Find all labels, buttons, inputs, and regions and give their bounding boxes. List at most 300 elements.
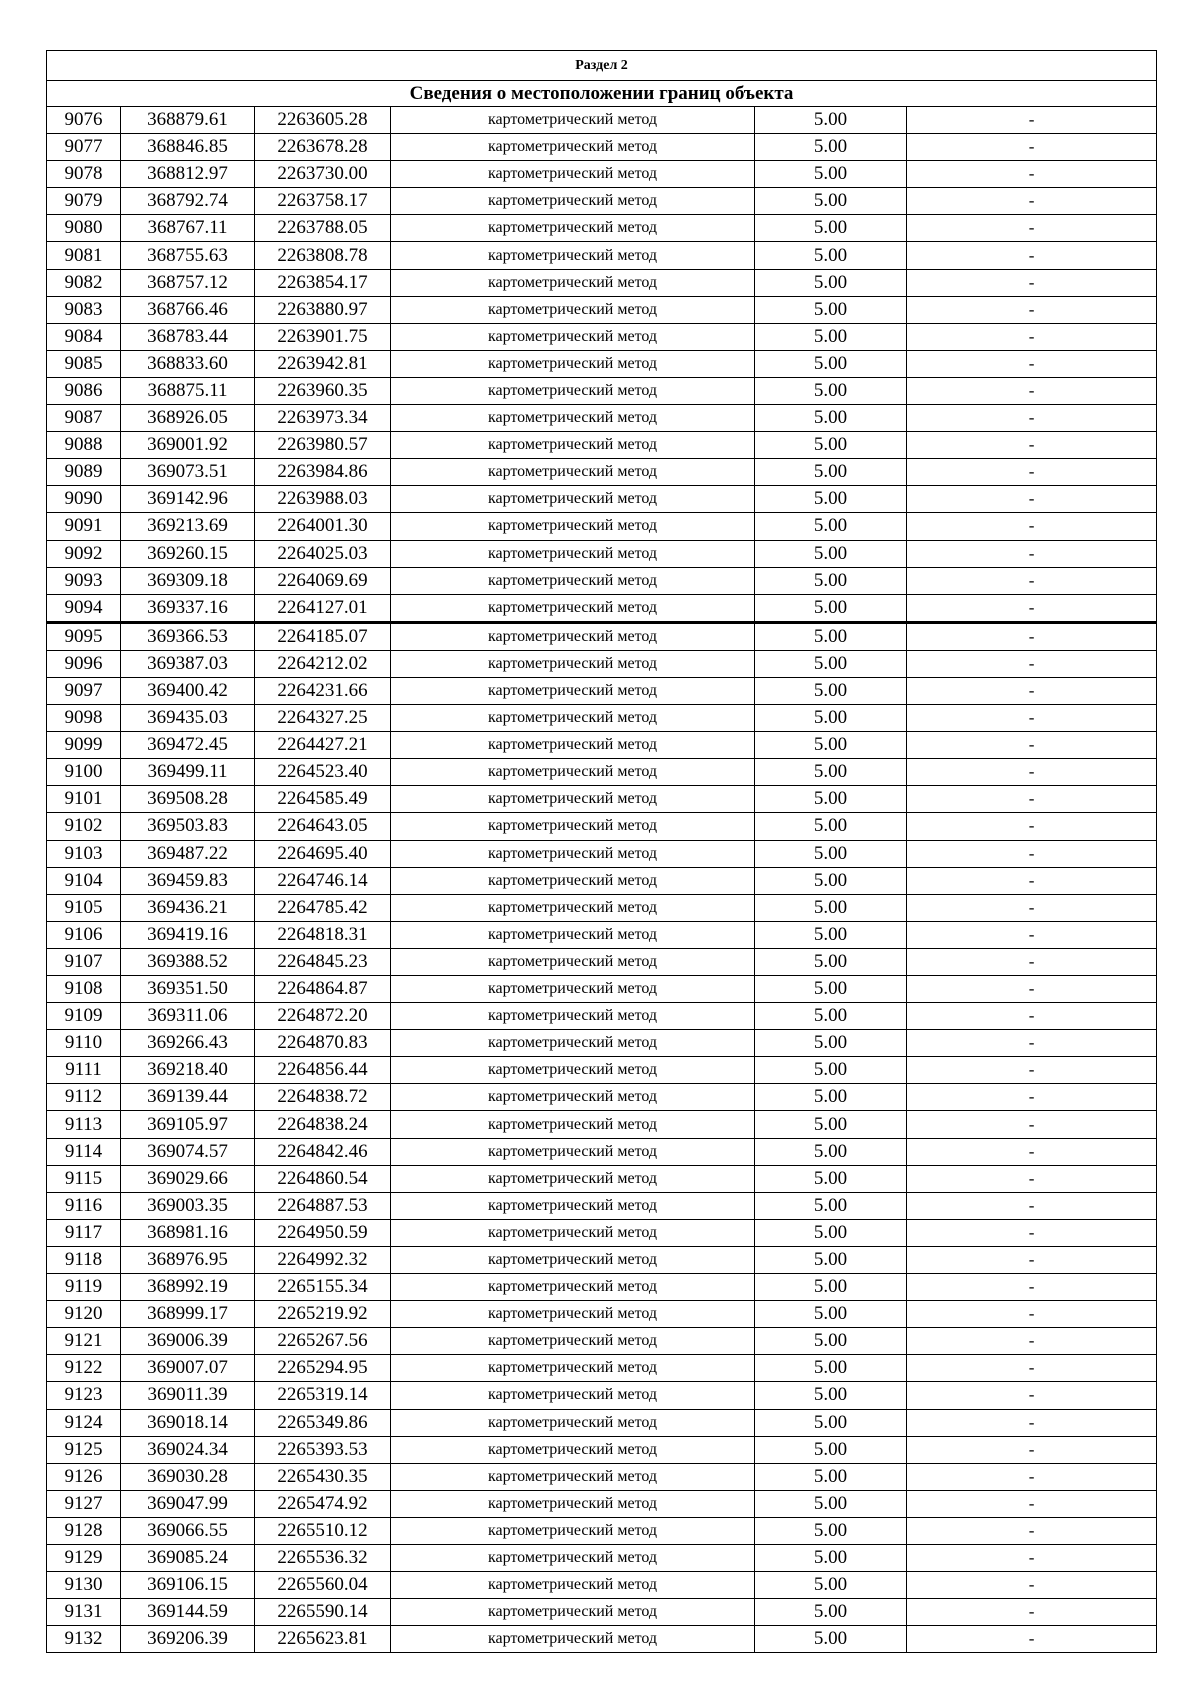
method-cell: картометрический метод: [391, 1328, 755, 1355]
point-number-cell: 9096: [47, 650, 121, 677]
description-cell: -: [907, 1084, 1157, 1111]
table-row: [47, 786, 1157, 813]
accuracy-cell: 5.00: [755, 1544, 907, 1571]
method-cell: картометрический метод: [391, 921, 755, 948]
x-coordinate-cell: 369508.28: [121, 786, 255, 813]
method-cell: картометрический метод: [391, 677, 755, 704]
point-number-cell: 9113: [47, 1111, 121, 1138]
table-row: [47, 894, 1157, 921]
point-number-cell: 9116: [47, 1192, 121, 1219]
y-coordinate-cell: 2264212.02: [255, 650, 391, 677]
table-row: [47, 1328, 1157, 1355]
table-row: [47, 976, 1157, 1003]
point-number-cell: 9132: [47, 1626, 121, 1653]
method-cell: картометрический метод: [391, 622, 755, 650]
description-cell: -: [907, 405, 1157, 432]
accuracy-cell: 5.00: [755, 405, 907, 432]
table-row: [47, 1030, 1157, 1057]
y-coordinate-cell: 2263960.35: [255, 377, 391, 404]
table-row: [47, 1626, 1157, 1653]
boundary-coordinates-table: [46, 50, 1157, 1653]
x-coordinate-cell: 369366.53: [121, 622, 255, 650]
accuracy-cell: 5.00: [755, 1111, 907, 1138]
table-row: [47, 867, 1157, 894]
x-coordinate-cell: 369266.43: [121, 1030, 255, 1057]
x-coordinate-cell: 369105.97: [121, 1111, 255, 1138]
description-cell: -: [907, 840, 1157, 867]
table-row: [47, 1274, 1157, 1301]
description-cell: -: [907, 432, 1157, 459]
point-number-cell: 9092: [47, 540, 121, 567]
description-cell: -: [907, 732, 1157, 759]
x-coordinate-cell: 369260.15: [121, 540, 255, 567]
accuracy-cell: 5.00: [755, 1274, 907, 1301]
y-coordinate-cell: 2264585.49: [255, 786, 391, 813]
description-cell: -: [907, 650, 1157, 677]
point-number-cell: 9131: [47, 1599, 121, 1626]
accuracy-cell: 5.00: [755, 650, 907, 677]
x-coordinate-cell: 369074.57: [121, 1138, 255, 1165]
y-coordinate-cell: 2264845.23: [255, 948, 391, 975]
description-cell: -: [907, 1030, 1157, 1057]
y-coordinate-cell: 2264992.32: [255, 1246, 391, 1273]
method-cell: картометрический метод: [391, 650, 755, 677]
accuracy-cell: 5.00: [755, 1057, 907, 1084]
table-row: [47, 1517, 1157, 1544]
point-number-cell: 9115: [47, 1165, 121, 1192]
method-cell: картометрический метод: [391, 432, 755, 459]
accuracy-cell: 5.00: [755, 1599, 907, 1626]
description-cell: -: [907, 622, 1157, 650]
x-coordinate-cell: 369018.14: [121, 1409, 255, 1436]
method-cell: картометрический метод: [391, 1111, 755, 1138]
accuracy-cell: 5.00: [755, 486, 907, 513]
method-cell: картометрический метод: [391, 540, 755, 567]
accuracy-cell: 5.00: [755, 1219, 907, 1246]
accuracy-cell: 5.00: [755, 1355, 907, 1382]
x-coordinate-cell: 369400.42: [121, 677, 255, 704]
y-coordinate-cell: 2264818.31: [255, 921, 391, 948]
x-coordinate-cell: 369085.24: [121, 1544, 255, 1571]
point-number-cell: 9087: [47, 405, 121, 432]
x-coordinate-cell: 369003.35: [121, 1192, 255, 1219]
y-coordinate-cell: 2265590.14: [255, 1599, 391, 1626]
y-coordinate-cell: 2265430.35: [255, 1463, 391, 1490]
point-number-cell: 9130: [47, 1572, 121, 1599]
description-cell: -: [907, 921, 1157, 948]
table-row: [47, 1436, 1157, 1463]
point-number-cell: 9111: [47, 1057, 121, 1084]
x-coordinate-cell: 368755.63: [121, 242, 255, 269]
method-cell: картометрический метод: [391, 1246, 755, 1273]
y-coordinate-cell: 2263980.57: [255, 432, 391, 459]
method-cell: картометрический метод: [391, 1490, 755, 1517]
method-cell: картометрический метод: [391, 459, 755, 486]
accuracy-cell: 5.00: [755, 705, 907, 732]
point-number-cell: 9101: [47, 786, 121, 813]
description-cell: -: [907, 1165, 1157, 1192]
x-coordinate-cell: 368766.46: [121, 296, 255, 323]
point-number-cell: 9123: [47, 1382, 121, 1409]
method-cell: картометрический метод: [391, 1030, 755, 1057]
x-coordinate-cell: 369073.51: [121, 459, 255, 486]
description-cell: -: [907, 1328, 1157, 1355]
accuracy-cell: 5.00: [755, 1328, 907, 1355]
accuracy-cell: 5.00: [755, 540, 907, 567]
accuracy-cell: 5.00: [755, 1030, 907, 1057]
point-number-cell: 9104: [47, 867, 121, 894]
table-row: [47, 1138, 1157, 1165]
x-coordinate-cell: 369499.11: [121, 759, 255, 786]
accuracy-cell: 5.00: [755, 1517, 907, 1544]
x-coordinate-cell: 368792.74: [121, 188, 255, 215]
x-coordinate-cell: 369337.16: [121, 594, 255, 622]
description-cell: -: [907, 1111, 1157, 1138]
description-cell: -: [907, 161, 1157, 188]
description-cell: -: [907, 1436, 1157, 1463]
x-coordinate-cell: 369007.07: [121, 1355, 255, 1382]
point-number-cell: 9077: [47, 134, 121, 161]
y-coordinate-cell: 2263901.75: [255, 323, 391, 350]
title-header-row: [47, 81, 1157, 107]
table-row: [47, 677, 1157, 704]
x-coordinate-cell: 369144.59: [121, 1599, 255, 1626]
accuracy-cell: 5.00: [755, 1165, 907, 1192]
point-number-cell: 9079: [47, 188, 121, 215]
point-number-cell: 9108: [47, 976, 121, 1003]
accuracy-cell: 5.00: [755, 432, 907, 459]
method-cell: картометрический метод: [391, 161, 755, 188]
point-number-cell: 9128: [47, 1517, 121, 1544]
description-cell: -: [907, 134, 1157, 161]
table-row: [47, 1382, 1157, 1409]
accuracy-cell: 5.00: [755, 1192, 907, 1219]
x-coordinate-cell: 369106.15: [121, 1572, 255, 1599]
table-row: [47, 269, 1157, 296]
point-number-cell: 9091: [47, 513, 121, 540]
accuracy-cell: 5.00: [755, 1463, 907, 1490]
table-row: [47, 540, 1157, 567]
section-label: Раздел 2: [47, 51, 1157, 81]
x-coordinate-cell: 369213.69: [121, 513, 255, 540]
accuracy-cell: 5.00: [755, 622, 907, 650]
table-row: [47, 1544, 1157, 1571]
accuracy-cell: 5.00: [755, 1436, 907, 1463]
accuracy-cell: 5.00: [755, 1626, 907, 1653]
y-coordinate-cell: 2264001.30: [255, 513, 391, 540]
x-coordinate-cell: 368812.97: [121, 161, 255, 188]
x-coordinate-cell: 368981.16: [121, 1219, 255, 1246]
accuracy-cell: 5.00: [755, 1409, 907, 1436]
x-coordinate-cell: 369206.39: [121, 1626, 255, 1653]
description-cell: -: [907, 1626, 1157, 1653]
y-coordinate-cell: 2263988.03: [255, 486, 391, 513]
x-coordinate-cell: 369066.55: [121, 1517, 255, 1544]
y-coordinate-cell: 2264025.03: [255, 540, 391, 567]
description-cell: -: [907, 567, 1157, 594]
accuracy-cell: 5.00: [755, 976, 907, 1003]
x-coordinate-cell: 368992.19: [121, 1274, 255, 1301]
method-cell: картометрический метод: [391, 786, 755, 813]
y-coordinate-cell: 2265349.86: [255, 1409, 391, 1436]
point-number-cell: 9098: [47, 705, 121, 732]
description-cell: -: [907, 894, 1157, 921]
description-cell: -: [907, 1246, 1157, 1273]
accuracy-cell: 5.00: [755, 323, 907, 350]
y-coordinate-cell: 2263788.05: [255, 215, 391, 242]
method-cell: картометрический метод: [391, 405, 755, 432]
point-number-cell: 9090: [47, 486, 121, 513]
table-row: [47, 1572, 1157, 1599]
table-row: [47, 732, 1157, 759]
accuracy-cell: 5.00: [755, 840, 907, 867]
method-cell: картометрический метод: [391, 188, 755, 215]
method-cell: картометрический метод: [391, 1003, 755, 1030]
point-number-cell: 9078: [47, 161, 121, 188]
x-coordinate-cell: 369030.28: [121, 1463, 255, 1490]
table-row: [47, 813, 1157, 840]
method-cell: картометрический метод: [391, 134, 755, 161]
point-number-cell: 9081: [47, 242, 121, 269]
y-coordinate-cell: 2263854.17: [255, 269, 391, 296]
table-row: [47, 323, 1157, 350]
y-coordinate-cell: 2263678.28: [255, 134, 391, 161]
y-coordinate-cell: 2264842.46: [255, 1138, 391, 1165]
point-number-cell: 9110: [47, 1030, 121, 1057]
table-row: [47, 705, 1157, 732]
accuracy-cell: 5.00: [755, 1301, 907, 1328]
point-number-cell: 9127: [47, 1490, 121, 1517]
method-cell: картометрический метод: [391, 513, 755, 540]
description-cell: -: [907, 813, 1157, 840]
y-coordinate-cell: 2264231.66: [255, 677, 391, 704]
table-row: [47, 759, 1157, 786]
table-row: [47, 1599, 1157, 1626]
description-cell: -: [907, 1382, 1157, 1409]
method-cell: картометрический метод: [391, 1301, 755, 1328]
method-cell: картометрический метод: [391, 350, 755, 377]
accuracy-cell: 5.00: [755, 215, 907, 242]
table-row: [47, 296, 1157, 323]
y-coordinate-cell: 2264185.07: [255, 622, 391, 650]
y-coordinate-cell: 2265155.34: [255, 1274, 391, 1301]
method-cell: картометрический метод: [391, 1517, 755, 1544]
x-coordinate-cell: 368875.11: [121, 377, 255, 404]
x-coordinate-cell: 369218.40: [121, 1057, 255, 1084]
description-cell: -: [907, 1409, 1157, 1436]
description-cell: -: [907, 1192, 1157, 1219]
description-cell: -: [907, 948, 1157, 975]
y-coordinate-cell: 2264523.40: [255, 759, 391, 786]
accuracy-cell: 5.00: [755, 107, 907, 134]
x-coordinate-cell: 369487.22: [121, 840, 255, 867]
accuracy-cell: 5.00: [755, 1382, 907, 1409]
method-cell: картометрический метод: [391, 1192, 755, 1219]
table-row: [47, 1165, 1157, 1192]
accuracy-cell: 5.00: [755, 1003, 907, 1030]
x-coordinate-cell: 369459.83: [121, 867, 255, 894]
x-coordinate-cell: 368976.95: [121, 1246, 255, 1273]
description-cell: -: [907, 188, 1157, 215]
accuracy-cell: 5.00: [755, 677, 907, 704]
point-number-cell: 9122: [47, 1355, 121, 1382]
description-cell: -: [907, 1572, 1157, 1599]
x-coordinate-cell: 368757.12: [121, 269, 255, 296]
description-cell: -: [907, 705, 1157, 732]
y-coordinate-cell: 2265267.56: [255, 1328, 391, 1355]
method-cell: картометрический метод: [391, 813, 755, 840]
x-coordinate-cell: 369047.99: [121, 1490, 255, 1517]
method-cell: картометрический метод: [391, 377, 755, 404]
table-row: [47, 513, 1157, 540]
description-cell: -: [907, 350, 1157, 377]
method-cell: картометрический метод: [391, 1057, 755, 1084]
method-cell: картометрический метод: [391, 486, 755, 513]
description-cell: -: [907, 1544, 1157, 1571]
method-cell: картометрический метод: [391, 1138, 755, 1165]
method-cell: картометрический метод: [391, 107, 755, 134]
x-coordinate-cell: 369139.44: [121, 1084, 255, 1111]
description-cell: -: [907, 1517, 1157, 1544]
table-title: Сведения о местоположении границ объекта: [47, 81, 1157, 107]
description-cell: -: [907, 786, 1157, 813]
y-coordinate-cell: 2264327.25: [255, 705, 391, 732]
table-row: [47, 1246, 1157, 1273]
method-cell: картометрический метод: [391, 1355, 755, 1382]
x-coordinate-cell: 369436.21: [121, 894, 255, 921]
table-row: [47, 1409, 1157, 1436]
y-coordinate-cell: 2264838.24: [255, 1111, 391, 1138]
point-number-cell: 9088: [47, 432, 121, 459]
y-coordinate-cell: 2263808.78: [255, 242, 391, 269]
accuracy-cell: 5.00: [755, 948, 907, 975]
x-coordinate-cell: 369029.66: [121, 1165, 255, 1192]
method-cell: картометрический метод: [391, 296, 755, 323]
table-row: [47, 1111, 1157, 1138]
table-row: [47, 622, 1157, 650]
accuracy-cell: 5.00: [755, 459, 907, 486]
x-coordinate-cell: 369387.03: [121, 650, 255, 677]
table-row: [47, 188, 1157, 215]
table-row: [47, 1355, 1157, 1382]
table-row: [47, 107, 1157, 134]
y-coordinate-cell: 2263942.81: [255, 350, 391, 377]
table-row: [47, 948, 1157, 975]
point-number-cell: 9084: [47, 323, 121, 350]
y-coordinate-cell: 2264643.05: [255, 813, 391, 840]
point-number-cell: 9086: [47, 377, 121, 404]
x-coordinate-cell: 368783.44: [121, 323, 255, 350]
point-number-cell: 9100: [47, 759, 121, 786]
table-row: [47, 594, 1157, 622]
x-coordinate-cell: 369472.45: [121, 732, 255, 759]
y-coordinate-cell: 2264872.20: [255, 1003, 391, 1030]
table-row: [47, 350, 1157, 377]
description-cell: -: [907, 323, 1157, 350]
description-cell: -: [907, 1463, 1157, 1490]
method-cell: картометрический метод: [391, 1436, 755, 1463]
point-number-cell: 9107: [47, 948, 121, 975]
table-row: [47, 1463, 1157, 1490]
accuracy-cell: 5.00: [755, 161, 907, 188]
point-number-cell: 9109: [47, 1003, 121, 1030]
x-coordinate-cell: 369142.96: [121, 486, 255, 513]
method-cell: картометрический метод: [391, 948, 755, 975]
method-cell: картометрический метод: [391, 1572, 755, 1599]
method-cell: картометрический метод: [391, 1274, 755, 1301]
description-cell: -: [907, 677, 1157, 704]
accuracy-cell: 5.00: [755, 296, 907, 323]
description-cell: -: [907, 1301, 1157, 1328]
method-cell: картометрический метод: [391, 840, 755, 867]
accuracy-cell: 5.00: [755, 786, 907, 813]
description-cell: -: [907, 1274, 1157, 1301]
point-number-cell: 9112: [47, 1084, 121, 1111]
y-coordinate-cell: 2264746.14: [255, 867, 391, 894]
x-coordinate-cell: 369311.06: [121, 1003, 255, 1030]
table-row: [47, 215, 1157, 242]
point-number-cell: 9103: [47, 840, 121, 867]
table-row: [47, 1057, 1157, 1084]
accuracy-cell: 5.00: [755, 188, 907, 215]
accuracy-cell: 5.00: [755, 350, 907, 377]
y-coordinate-cell: 2263730.00: [255, 161, 391, 188]
point-number-cell: 9121: [47, 1328, 121, 1355]
y-coordinate-cell: 2264860.54: [255, 1165, 391, 1192]
method-cell: картометрический метод: [391, 1409, 755, 1436]
point-number-cell: 9124: [47, 1409, 121, 1436]
description-cell: -: [907, 1057, 1157, 1084]
method-cell: картометрический метод: [391, 323, 755, 350]
accuracy-cell: 5.00: [755, 1138, 907, 1165]
y-coordinate-cell: 2264127.01: [255, 594, 391, 622]
table-row: [47, 650, 1157, 677]
method-cell: картометрический метод: [391, 1165, 755, 1192]
point-number-cell: 9076: [47, 107, 121, 134]
table-row: [47, 1192, 1157, 1219]
point-number-cell: 9114: [47, 1138, 121, 1165]
y-coordinate-cell: 2265319.14: [255, 1382, 391, 1409]
y-coordinate-cell: 2263973.34: [255, 405, 391, 432]
y-coordinate-cell: 2265219.92: [255, 1301, 391, 1328]
point-number-cell: 9125: [47, 1436, 121, 1463]
x-coordinate-cell: 368833.60: [121, 350, 255, 377]
x-coordinate-cell: 368846.85: [121, 134, 255, 161]
y-coordinate-cell: 2264069.69: [255, 567, 391, 594]
point-number-cell: 9102: [47, 813, 121, 840]
description-cell: -: [907, 242, 1157, 269]
accuracy-cell: 5.00: [755, 894, 907, 921]
y-coordinate-cell: 2263758.17: [255, 188, 391, 215]
y-coordinate-cell: 2264785.42: [255, 894, 391, 921]
description-cell: -: [907, 215, 1157, 242]
method-cell: картометрический метод: [391, 1463, 755, 1490]
x-coordinate-cell: 368879.61: [121, 107, 255, 134]
method-cell: картометрический метод: [391, 867, 755, 894]
description-cell: -: [907, 1219, 1157, 1246]
y-coordinate-cell: 2263984.86: [255, 459, 391, 486]
description-cell: -: [907, 296, 1157, 323]
method-cell: картометрический метод: [391, 1219, 755, 1246]
y-coordinate-cell: 2265393.53: [255, 1436, 391, 1463]
y-coordinate-cell: 2264864.87: [255, 976, 391, 1003]
y-coordinate-cell: 2264427.21: [255, 732, 391, 759]
y-coordinate-cell: 2265560.04: [255, 1572, 391, 1599]
method-cell: картометрический метод: [391, 976, 755, 1003]
table-row: [47, 1084, 1157, 1111]
point-number-cell: 9094: [47, 594, 121, 622]
accuracy-cell: 5.00: [755, 1246, 907, 1273]
